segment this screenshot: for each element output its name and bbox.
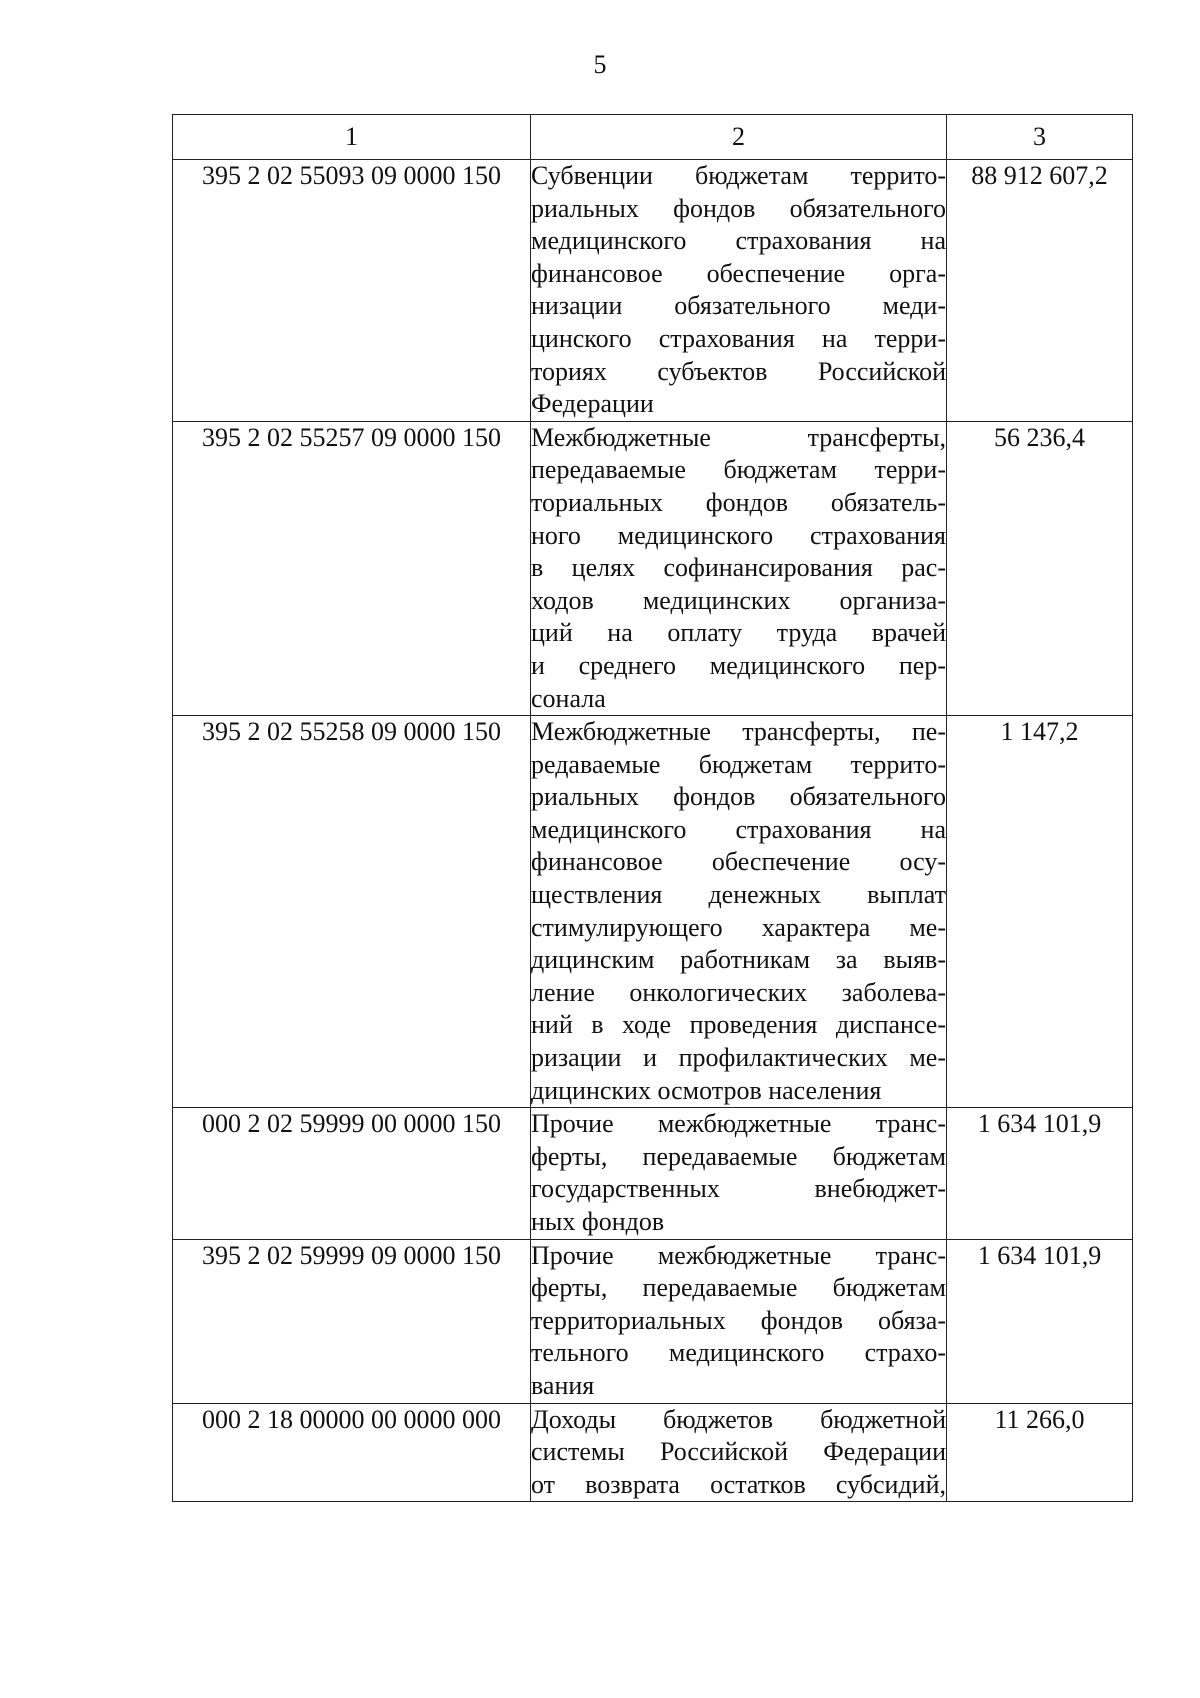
amount-cell: 1 147,2 xyxy=(947,716,1133,1108)
table-body xyxy=(173,160,1133,1502)
description-cell xyxy=(531,716,947,1108)
column-header-description: 2 xyxy=(531,115,947,160)
column-header-code: 1 xyxy=(173,115,531,160)
budget-code-cell: 000 2 02 59999 00 0000 150 xyxy=(173,1108,531,1239)
description-line: Межбюджетные трансферты, пе- xyxy=(531,717,946,747)
description-cell xyxy=(531,421,947,715)
description-cell xyxy=(531,1239,947,1403)
description-line: ций на оплату труда врачей xyxy=(531,618,946,648)
description-line: медицинского страхования на xyxy=(531,226,946,256)
description-line: ного медицинского страхования xyxy=(531,520,946,550)
table-row xyxy=(173,1108,1133,1239)
description-line: дицинским работникам за выяв- xyxy=(531,945,946,975)
description-line: стимулирующего характера ме- xyxy=(531,912,946,942)
description-line: ление онкологических заболева- xyxy=(531,977,946,1007)
budget-code-cell: 395 2 02 59999 09 0000 150 xyxy=(173,1239,531,1403)
description-line: ний в ходе проведения диспансе- xyxy=(531,1010,946,1040)
description-line: сонала xyxy=(531,683,606,713)
amount-cell: 1 634 101,9 xyxy=(947,1108,1133,1239)
description-line: ходов медицинских организа- xyxy=(531,585,946,615)
amount-cell: 88 912 607,2 xyxy=(947,160,1133,422)
description-line: государственных внебюджет- xyxy=(531,1174,946,1204)
description-line: тельного медицинского страхо- xyxy=(531,1338,946,1368)
budget-code-cell: 395 2 02 55258 09 0000 150 xyxy=(173,716,531,1108)
description-line: ферты, передаваемые бюджетам xyxy=(531,1273,946,1303)
description-line: дицинских осмотров населения xyxy=(531,1075,882,1105)
description-line: редаваемые бюджетам террито- xyxy=(531,749,946,779)
description-line: Прочие межбюджетные транс- xyxy=(531,1109,946,1139)
budget-code-cell: 000 2 18 00000 00 0000 000 xyxy=(173,1403,531,1502)
description-line: Межбюджетные трансферты, xyxy=(531,422,946,452)
description-line: ферты, передаваемые бюджетам xyxy=(531,1141,946,1171)
description-line: вания xyxy=(531,1370,595,1400)
budget-code-cell: 395 2 02 55257 09 0000 150 xyxy=(173,421,531,715)
description-line: ных фондов xyxy=(531,1207,665,1236)
description-line: ризации и профилактических ме- xyxy=(531,1043,946,1073)
amount-cell: 56 236,4 xyxy=(947,421,1133,715)
description-line: в целях софинансирования рас- xyxy=(531,553,946,583)
description-line: территориальных фондов обяза- xyxy=(531,1305,946,1335)
table-row xyxy=(173,1239,1133,1403)
description-line: и среднего медицинского пер- xyxy=(531,650,946,680)
description-line: передаваемые бюджетам терри- xyxy=(531,455,946,485)
description-line: низации обязательного меди- xyxy=(531,291,946,321)
description-line: от возврата остатков субсидий, xyxy=(531,1469,946,1499)
description-line: ториальных фондов обязатель- xyxy=(531,487,946,517)
table-row xyxy=(173,160,1133,422)
description-line: системы Российской Федерации xyxy=(531,1437,946,1467)
description-line: ториях субъектов Российской xyxy=(531,356,946,386)
description-line: цинского страхования на терри- xyxy=(531,323,946,353)
budget-code-cell: 395 2 02 55093 09 0000 150 xyxy=(173,160,531,422)
page-number: 5 xyxy=(593,50,607,79)
table-row xyxy=(173,421,1133,715)
column-header-amount: 3 xyxy=(947,115,1133,160)
description-line: финансовое обеспечение осу- xyxy=(531,847,946,877)
description-cell xyxy=(531,1403,947,1502)
description-line: финансовое обеспечение орга- xyxy=(531,258,946,288)
description-line: Федерации xyxy=(531,389,654,419)
table-header-row xyxy=(173,115,1133,160)
description-line: Доходы бюджетов бюджетной xyxy=(531,1404,946,1434)
table-row xyxy=(173,716,1133,1108)
table-row xyxy=(173,1403,1133,1502)
budget-revenue-table xyxy=(172,114,1133,1502)
description-line: риальных фондов обязательного xyxy=(531,782,946,812)
description-line: Субвенции бюджетам террито- xyxy=(531,161,946,190)
description-line: риальных фондов обязательного xyxy=(531,193,946,223)
description-line: медицинского страхования на xyxy=(531,814,946,844)
description-cell xyxy=(531,1108,947,1239)
description-line: Прочие межбюджетные транс- xyxy=(531,1240,946,1270)
amount-cell: 11 266,0 xyxy=(947,1403,1133,1502)
amount-cell: 1 634 101,9 xyxy=(947,1239,1133,1403)
description-line: ществления денежных выплат xyxy=(531,880,946,910)
description-cell xyxy=(531,160,947,422)
